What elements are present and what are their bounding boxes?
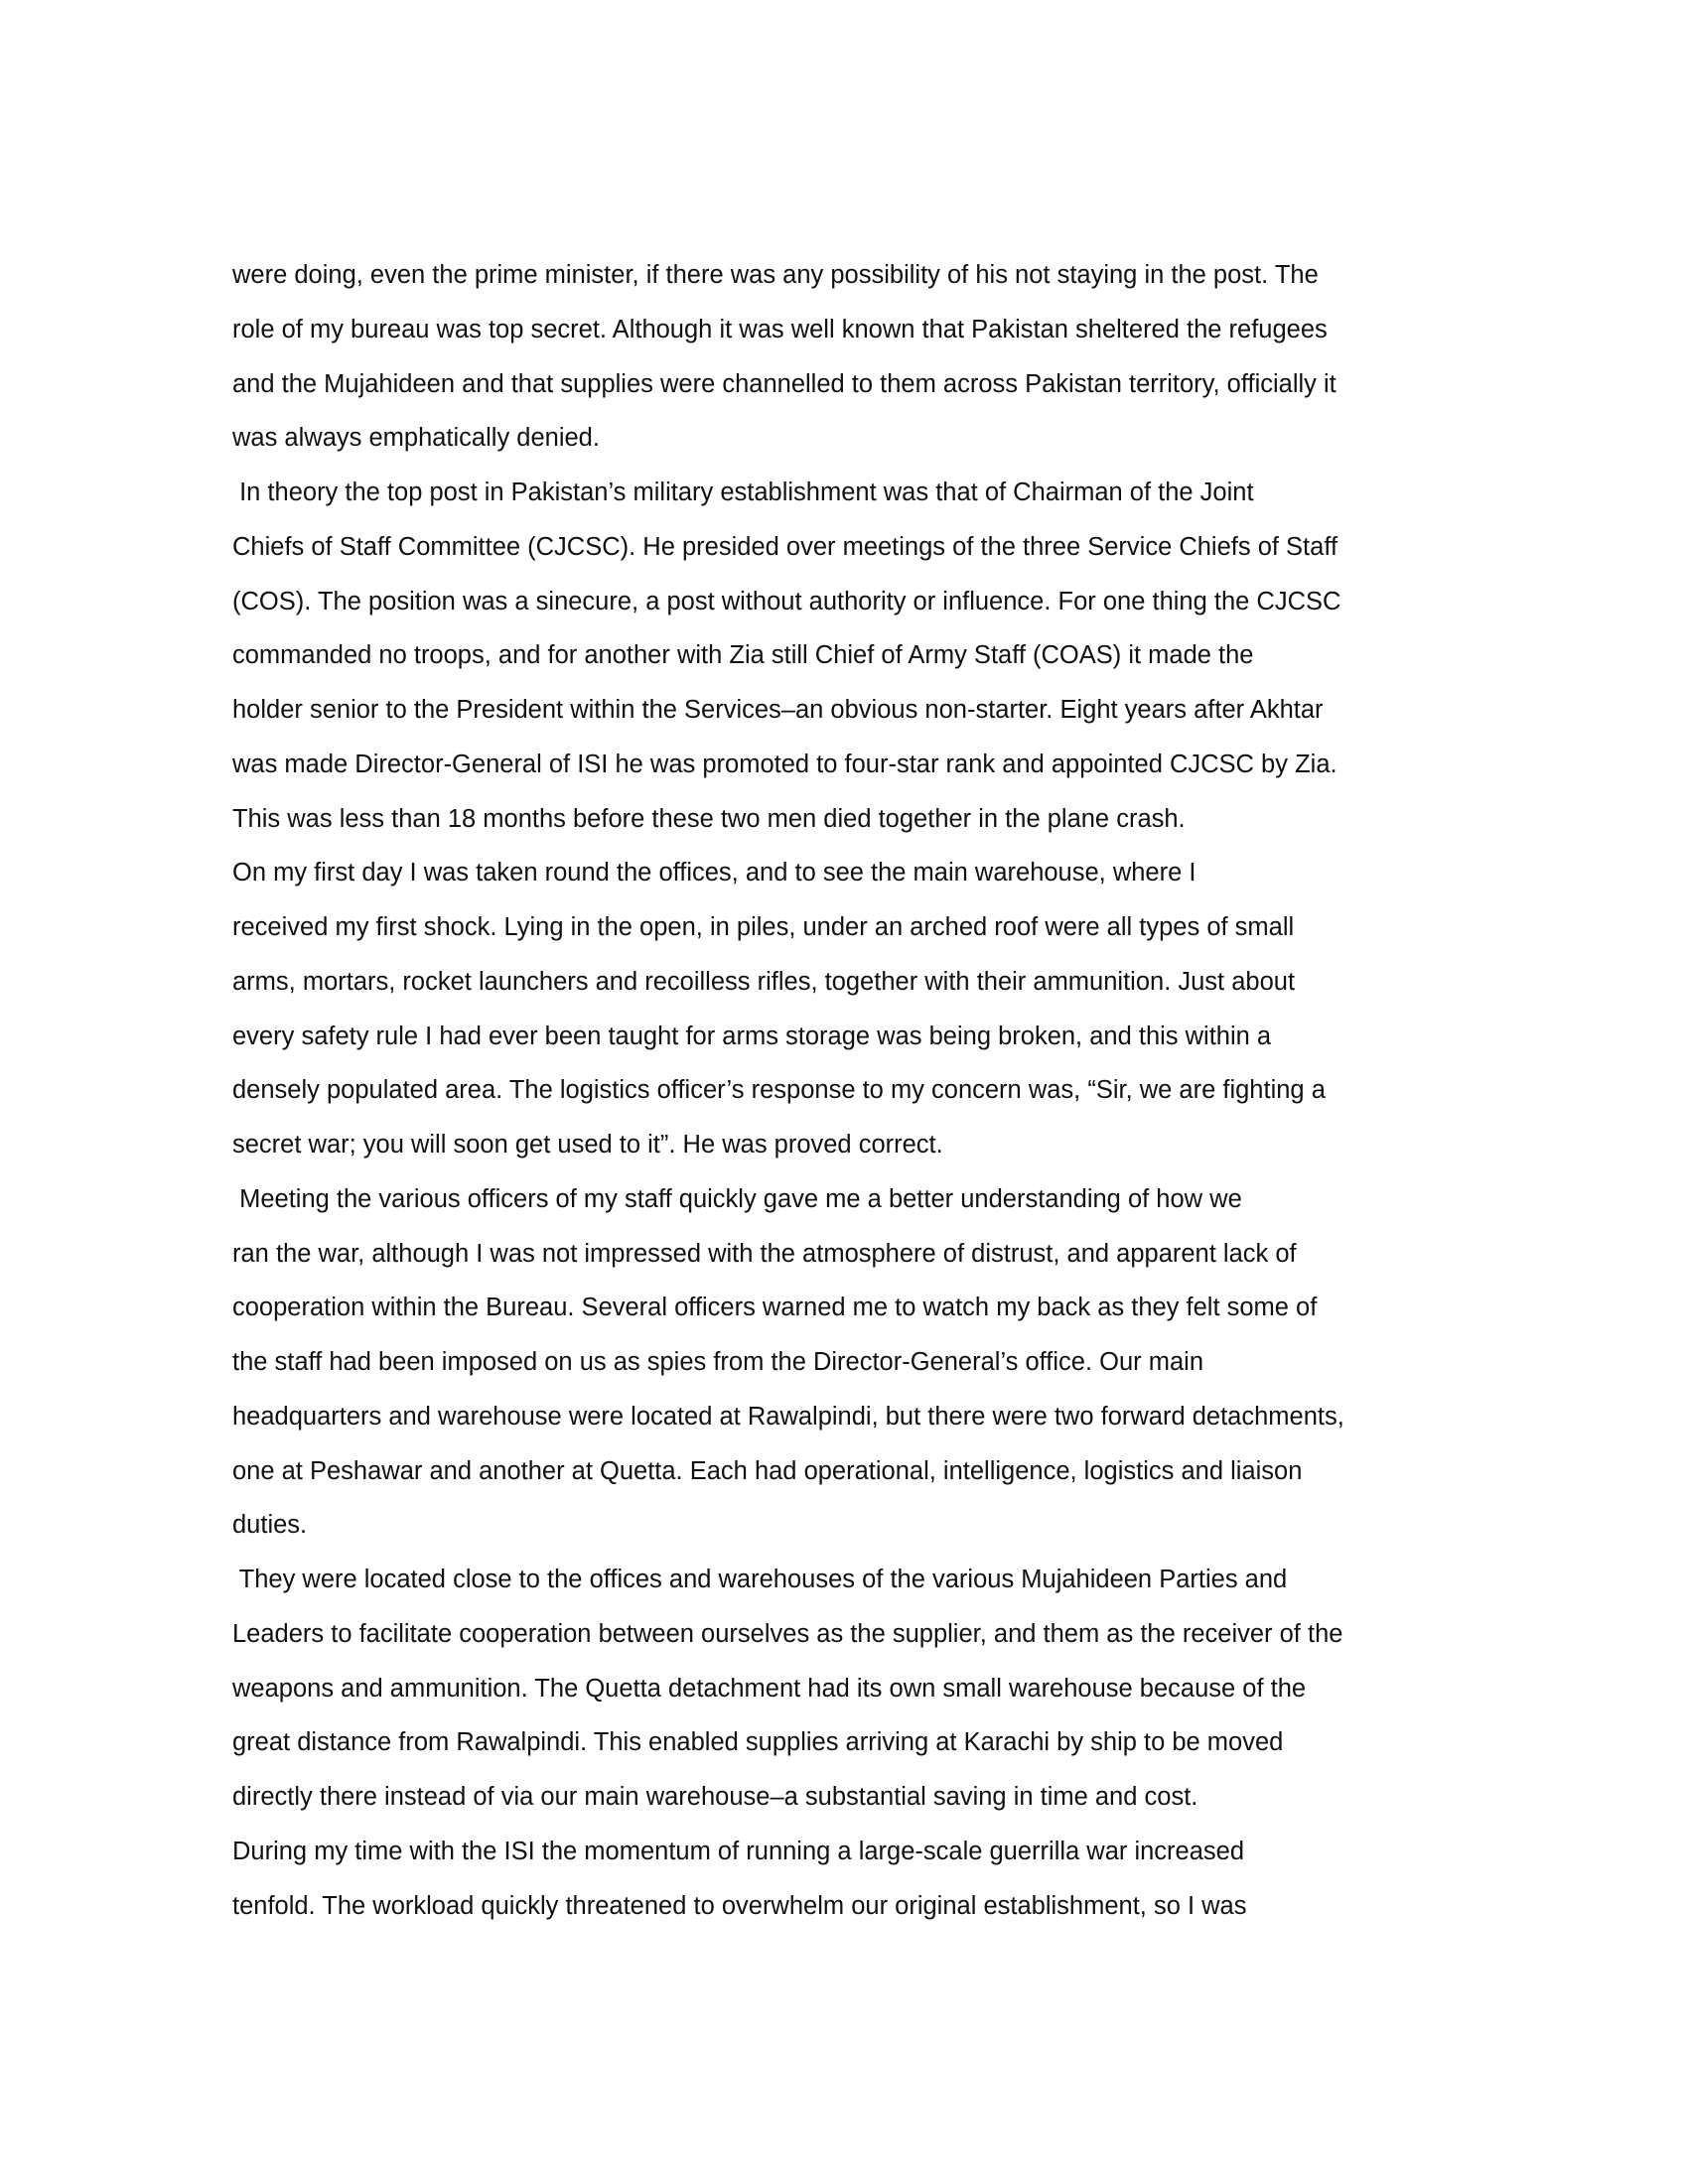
text-line: was always emphatically denied. xyxy=(232,424,600,453)
text-line: were doing, even the prime minister, if there was any possibility of his not staying in the post. The xyxy=(232,261,1319,289)
text-line: received my first shock. Lying in the open, in piles, under an arched roof were all types of small xyxy=(232,913,1295,941)
text-line: headquarters and warehouse were located at Rawalpindi, but there were two forward detachments, xyxy=(232,1402,1344,1431)
text-line: They were located close to the offices and warehouses of the various Mujahideen Parties and xyxy=(232,1566,1288,1593)
text-line: role of my bureau was top secret. Although it was well known that Pakistan sheltered the refugees xyxy=(232,315,1328,343)
text-line: holder senior to the President within the Services–an obvious non-starter. Eight years after Akhtar xyxy=(232,696,1324,724)
body-text xyxy=(232,248,1523,1933)
text-line: and the Mujahideen and that supplies were channelled to them across Pakistan territory, officially it xyxy=(232,369,1336,398)
text-line: the staff had been imposed on us as spies from the Director-General’s office. Our main xyxy=(232,1348,1204,1376)
text-line: Leaders to facilitate cooperation between ourselves as the supplier, and them as the receiver of the xyxy=(232,1619,1343,1648)
text-line: During my time with the ISI the momentum of running a large-scale guerrilla war increased xyxy=(232,1837,1245,1865)
text-line: arms, mortars, rocket launchers and recoilless rifles, together with their ammunition. Just about xyxy=(232,967,1296,996)
text-line: great distance from Rawalpindi. This enabled supplies arriving at Karachi by ship to be moved xyxy=(232,1728,1284,1757)
text-line: On my first day I was taken round the offices, and to see the main warehouse, where I xyxy=(232,859,1196,887)
text-line: cooperation within the Bureau. Several officers warned me to watch my back as they felt some of xyxy=(232,1294,1318,1322)
text-line: In theory the top post in Pakistan’s military establishment was that of Chairman of the Joint xyxy=(232,478,1254,506)
text-line: was made Director-General of ISI he was promoted to four-star rank and appointed CJCSC by Zia. xyxy=(232,750,1337,778)
text-line: one at Peshawar and another at Quetta. Each had operational, intelligence, logistics and liaison xyxy=(232,1456,1303,1485)
text-line: This was less than 18 months before these two men died together in the plane crash. xyxy=(232,804,1186,833)
text-line: ran the war, although I was not impressed with the atmosphere of distrust, and apparent lack of xyxy=(232,1239,1297,1268)
text-line: Chiefs of Staff Committee (CJCSC). He presided over meetings of the three Service Chiefs of Staff xyxy=(232,532,1338,561)
text-line: Meeting the various officers of my staff quickly gave me a better understanding of how we xyxy=(232,1184,1242,1213)
text-line: secret war; you will soon get used to it”. He was proved correct. xyxy=(232,1131,943,1159)
text-line: (COS). The position was a sinecure, a post without authority or influence. For one thing the CJCSC xyxy=(232,587,1341,615)
text-line: commanded no troops, and for another with Zia still Chief of Army Staff (COAS) it made the xyxy=(232,641,1254,670)
text-line: weapons and ammunition. The Quetta detachment had its own small warehouse because of the xyxy=(232,1674,1307,1703)
text-line: every safety rule I had ever been taught for arms storage was being broken, and this within a xyxy=(232,1022,1272,1050)
text-line: directly there instead of via our main warehouse–a substantial saving in time and cost. xyxy=(232,1783,1198,1811)
text-line: tenfold. The workload quickly threatened to overwhelm our original establishment, so I was xyxy=(232,1891,1247,1920)
text-line: densely populated area. The logistics officer’s response to my concern was, “Sir, we are fighting a xyxy=(232,1076,1326,1105)
text-line: duties. xyxy=(232,1511,308,1540)
